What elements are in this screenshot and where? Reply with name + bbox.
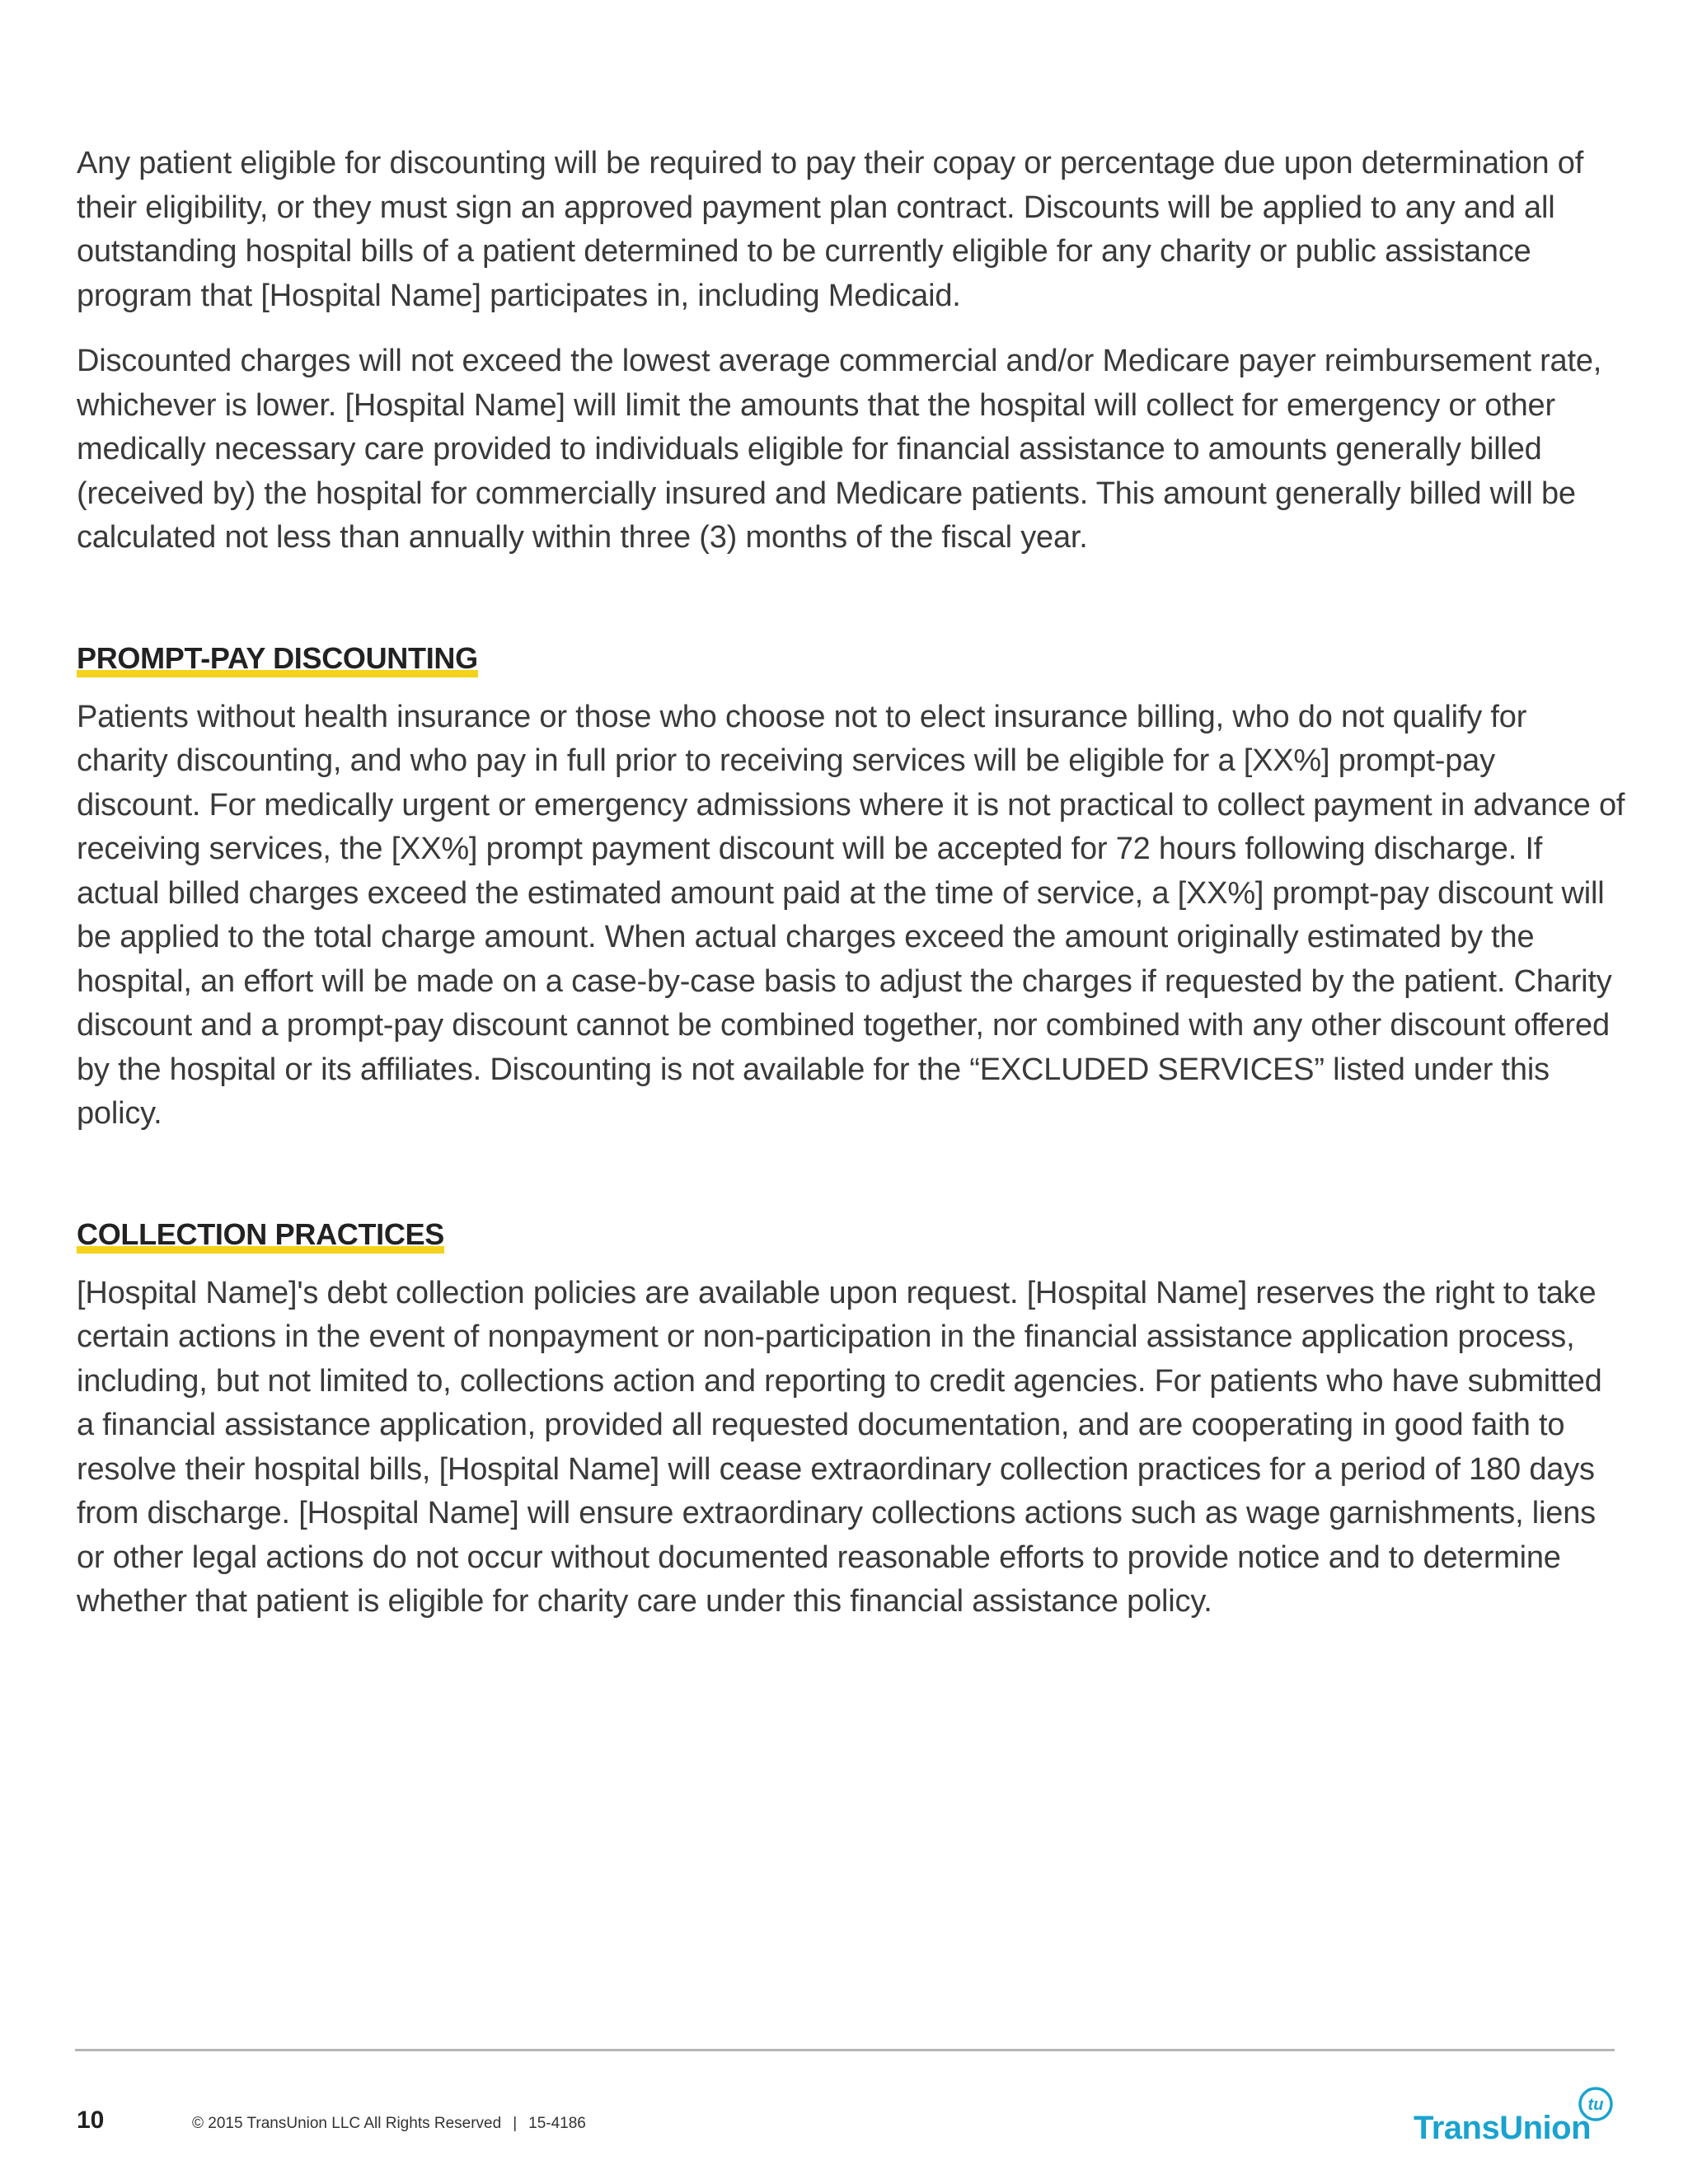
transunion-logo bbox=[1414, 2085, 1620, 2151]
section-collection-practices bbox=[77, 1217, 1626, 1254]
heading-collection-practices: COLLECTION PRACTICES bbox=[77, 1217, 444, 1254]
copyright-text: © 2015 TransUnion LLC All Rights Reserved bbox=[192, 2115, 502, 2132]
paragraph-discount-limits: Discounted charges will not exceed the lowest average commercial and/or Medicare payer reimbursement rate, whichever is lower. [Hospital Name] will limit the amounts that the hospital will collect for emergency or other medically necessary care provided to individuals eligible for financial assistance to amounts generally billed (received by) the hospital for commercially insured and Medicare patients. This amount generally billed will be calculated not less than annually within three (3) months of the fiscal year. bbox=[77, 344, 1602, 555]
logo-wordmark: TransUnion bbox=[1414, 2110, 1592, 2146]
document-code: 15-4186 bbox=[528, 2115, 586, 2132]
paragraph-discount-eligibility: Any patient eligible for discounting will be required to pay their copay or percentage due upon determination of their eligibility, or they must sign an approved payment plan contract. Discounts will be applied to any and all outstanding hospital bills of a patient determined to be currently eligible for any charity or public assistance program that [Hospital Name] participates in, including Medicaid. bbox=[77, 146, 1584, 313]
footer-separator: | bbox=[513, 2115, 518, 2132]
tu-circle-logo-icon bbox=[1577, 2085, 1615, 2123]
paragraph-prompt-pay: Patients without health insurance or those who choose not to elect insurance billing, who do not qualify for charity discounting, and who pay in full prior to receiving services will be eligible for a [XX%] prompt-pay discount. For medically urgent or emergency admissions where it is not practical to collect payment in advance of receiving services, the [XX%] prompt payment discount will be accepted for 72 hours following discharge. If actual billed charges exceed the estimated amount paid at the time of service, a [XX%] prompt-pay discount will be applied to the total charge amount. When actual charges exceed the amount originally estimated by the hospital, an effort will be made on a case-by-case basis to adjust the charges if requested by the patient. Charity discount and a prompt-pay discount cannot be combined together, nor combined with any other discount offered by the hospital or its affiliates. Discounting is not available for the “EXCLUDED SERVICES” listed under this policy. bbox=[77, 699, 1625, 1131]
footer-divider bbox=[75, 2049, 1615, 2051]
section-prompt-pay bbox=[77, 641, 1626, 677]
heading-prompt-pay-discounting: PROMPT-PAY DISCOUNTING bbox=[77, 641, 478, 677]
page-content bbox=[77, 142, 1626, 1646]
page-number: 10 bbox=[77, 2107, 105, 2134]
footer-copyright bbox=[192, 2115, 586, 2133]
logo-mark-text: tu bbox=[1587, 2096, 1604, 2114]
paragraph-collection-practices: [Hospital Name]'s debt collection policies are available upon request. [Hospital Name] reserves the right to take certain actions in the event of nonpayment or non-participation in the financial assistance application process, including, but not limited to, collections action and reporting to credit agencies. For patients who have submitted a financial assistance application, provided all requested documentation, and are cooperating in good faith to resolve their hospital bills, [Hospital Name] will cease extraordinary collection practices for a period of 180 days from discharge. [Hospital Name] will ensure extraordinary collections actions such as wage garnishments, liens or other legal actions do not occur without documented reasonable efforts to provide notice and to determine whether that patient is eligible for charity care under this financial assistance policy. bbox=[77, 1275, 1602, 1619]
